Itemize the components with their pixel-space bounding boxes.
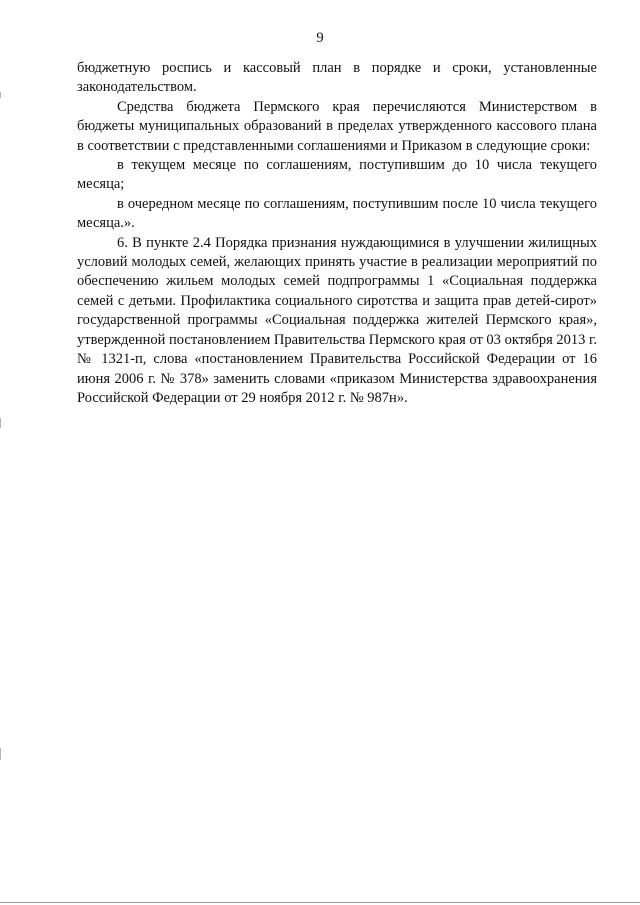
paragraph-item-6: 6. В пункте 2.4 Порядка признания нуждающимися в улучшении жилищных условий молодых семей, желающих принять участие в реализации мероприятий по обеспечению жильем молодых семей подпрограммы 1 «Социальная поддержка семей с детьми. Профилактика социального сиротства и защита прав детей-сирот» государственной программы «Социальная поддержка жителей Пермского края», утвержденной постановлением Правительства Пермского края от 03 октября 2013 г. № 1321-п, слова «постановлением Правительства Российской Федерации от 16 июня 2006 г. № 378» заменить словами «приказом Министерства здравоохранения Российской Федерации от 29 ноября 2012 г. № 987н». <box>77 234 597 406</box>
scan-edge-mark <box>0 748 1 760</box>
scan-edge-mark <box>0 92 1 98</box>
paragraph-budget-transfer: Средства бюджета Пермского края перечисляются Министерством в бюджеты муниципальных образований в пределах утвержденного кассового плана в соответствии с представленными соглашениями и Приказом в следующие сроки: <box>77 98 597 154</box>
page-number: 9 <box>316 30 324 46</box>
scan-edge-mark <box>0 418 1 428</box>
paragraph-current-month: в текущем месяце по соглашениям, поступившим до 10 числа текущего месяца; <box>77 157 597 193</box>
paragraph-continuation: бюджетную роспись и кассовый план в порядке и сроки, установленные законодательством. <box>77 60 597 96</box>
paragraph-next-month: в очередном месяце по соглашениям, поступившим после 10 числа текущего месяца.». <box>77 195 597 232</box>
document-body <box>77 59 597 408</box>
scan-edge-line <box>0 902 640 903</box>
